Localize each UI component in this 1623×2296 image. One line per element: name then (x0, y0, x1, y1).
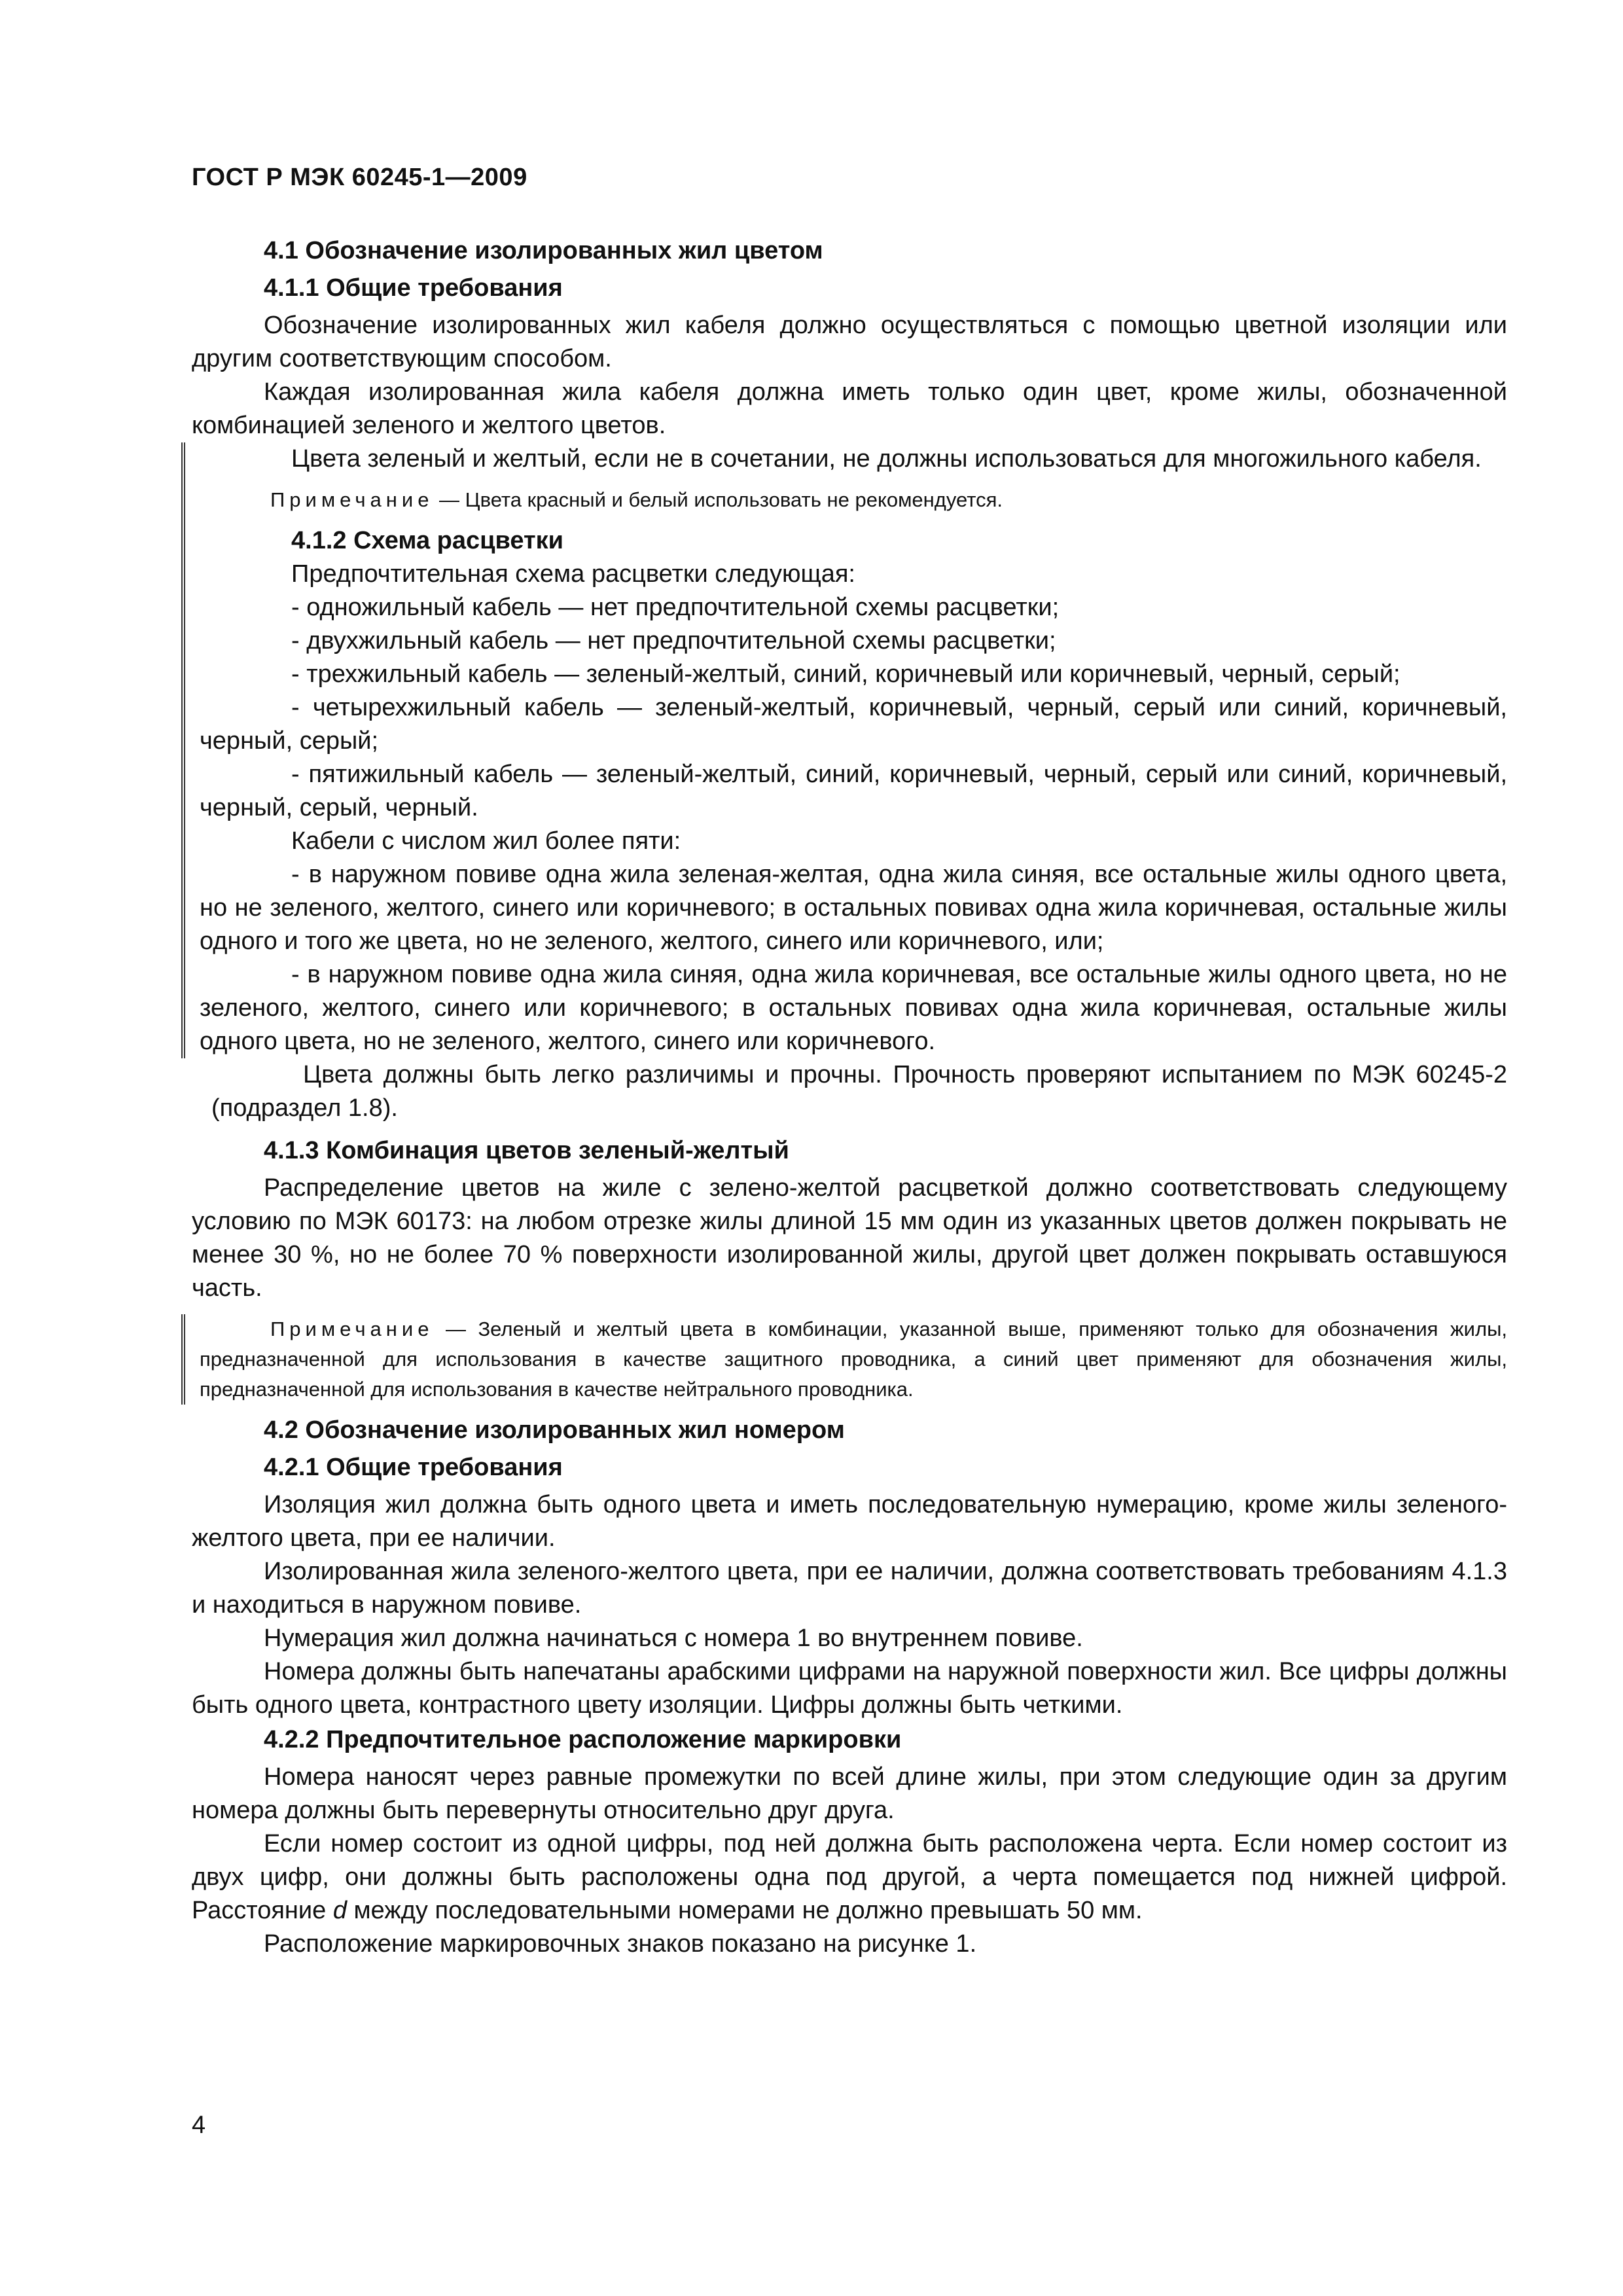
change-bar-block (181, 442, 1507, 1058)
paragraph: Изоляция жил должна быть одного цвета и иметь последовательную нумерацию, кроме жилы зеленого-желтого цвета, при ее наличии. (192, 1491, 1507, 1552)
note-label: Примечание (270, 1318, 434, 1340)
list-item: - двухжильный кабель — нет предпочтительной схемы расцветки; (291, 627, 1056, 655)
section-4-1-3-heading: 4.1.3 Комбинация цветов зеленый-желтый (264, 1137, 789, 1164)
paragraph: Цвета должны быть легко различимы и прочны. Прочность проверяют испытанием по МЭК 60245-2 (подраздел 1.8). (211, 1061, 1507, 1122)
paragraph: Цвета зеленый и желтый, если не в сочетании, не должны использоваться для многожильного кабеля. (291, 445, 1482, 473)
paragraph: Каждая изолированная жила кабеля должна иметь только один цвет, кроме жилы, обозначенной комбинацией зеленого и желтого цветов. (192, 378, 1507, 439)
section-4-1-heading: 4.1 Обозначение изолированных жил цветом (264, 237, 823, 264)
section-4-1-1-heading: 4.1.1 Общие требования (264, 274, 563, 302)
paragraph: Номера наносят через равные промежутки по всей длине жилы, при этом следующие один за другим номера должны быть перевернуты относительно друг друга. (192, 1763, 1507, 1824)
paragraph: Распределение цветов на жиле с зелено-желтой расцветкой должно соответствовать следующему условию по МЭК 60173: на любом отрезке жилы длиной 15 мм один из указанных цветов должен покрывать не менее 30 %, но не более 70 % поверхности изолированной жилы, другой цвет должен покрывать оставшуюся часть. (192, 1174, 1507, 1302)
list-item: - в наружном повиве одна жила синяя, одна жила коричневая, все остальные жилы одного цвета, но не зеленого, желтого, синего или коричневого; в остальных повивах одна жила коричневая, остальные жилы одного цвета, но не зеленого, желтого, синего или коричневого. (200, 961, 1507, 1055)
list-item: - четырехжильный кабель — зеленый-желтый, коричневый, черный, серый или синий, коричневый, черный, серый; (200, 694, 1507, 755)
paragraph-text: Если номер состоит из одной цифры, под ней должна быть расположена черта. Если номер состоит из двух цифр, они должны быть расположены одна под другой, а черта помещается под нижней цифрой. Расстояние (192, 1830, 1507, 1924)
section-4-1-2-heading: 4.1.2 Схема расцветки (291, 527, 563, 554)
paragraph: Изолированная жила зеленого-желтого цвета, при ее наличии, должна соответствовать требованиям 4.1.3 и находиться в наружном повиве. (192, 1558, 1507, 1619)
change-bar-block (181, 1314, 1507, 1405)
section-4-2-2-heading: 4.2.2 Предпочтительное расположение маркировки (264, 1726, 902, 1753)
note (200, 485, 1507, 515)
paragraph: Обозначение изолированных жил кабеля должно осуществляться с помощью цветной изоляции или другим соответствующим способом. (192, 312, 1507, 372)
section-4-2-1-heading: 4.2.1 Общие требования (264, 1454, 563, 1481)
document-header: ГОСТ Р МЭК 60245-1—2009 (192, 164, 527, 191)
paragraph: Предпочтительная схема расцветки следующая: (291, 560, 855, 588)
note-text: — Цвета красный и белый использовать не рекомендуется. (433, 488, 1003, 511)
section-4-2-heading: 4.2 Обозначение изолированных жил номером (264, 1416, 845, 1444)
list-item: - одножильный кабель — нет предпочтительной схемы расцветки; (291, 594, 1060, 621)
note-text: — Зеленый и желтый цвета в комбинации, указанной выше, применяют только для обозначения жилы, предназначенной для использования в качестве защитного проводника, а синий цвет применяют для обозначения жилы, предназначенной для использования в качестве нейтрального проводника. (200, 1318, 1507, 1401)
document-body (192, 229, 1507, 1961)
paragraph-text: между последовательными номерами не должно превышать 50 мм. (346, 1897, 1143, 1924)
distance-variable: d (332, 1897, 347, 1924)
list-item: - трехжильный кабель — зеленый-желтый, синий, коричневый или коричневый, черный, серый; (291, 660, 1400, 688)
paragraph: Номера должны быть напечатаны арабскими цифрами на наружной поверхности жил. Все цифры должны быть одного цвета, контрастного цвету изоляции. Цифры должны быть четкими. (192, 1658, 1507, 1719)
note-label: Примечание (270, 488, 434, 511)
paragraph (192, 1827, 1507, 1928)
paragraph: Расположение маркировочных знаков показано на рисунке 1. (264, 1930, 977, 1958)
list-item: - в наружном повиве одна жила зеленая-желтая, одна жила синяя, все остальные жилы одного цвета, но не зеленого, желтого, синего или коричневого; в остальных повивах одна жила коричневая, остальные жилы одного и того же цвета, но не зеленого, желтого, синего или коричневого, или; (200, 861, 1507, 955)
list-item: - пятижильный кабель — зеленый-желтый, синий, коричневый, черный, серый или синий, коричневый, черный, серый, черный. (200, 761, 1507, 821)
note (200, 1314, 1507, 1405)
paragraph: Нумерация жил должна начинаться с номера 1 во внутреннем повиве. (264, 1624, 1083, 1652)
paragraph: Кабели с числом жил более пяти: (291, 827, 681, 855)
page-number: 4 (192, 2111, 206, 2139)
